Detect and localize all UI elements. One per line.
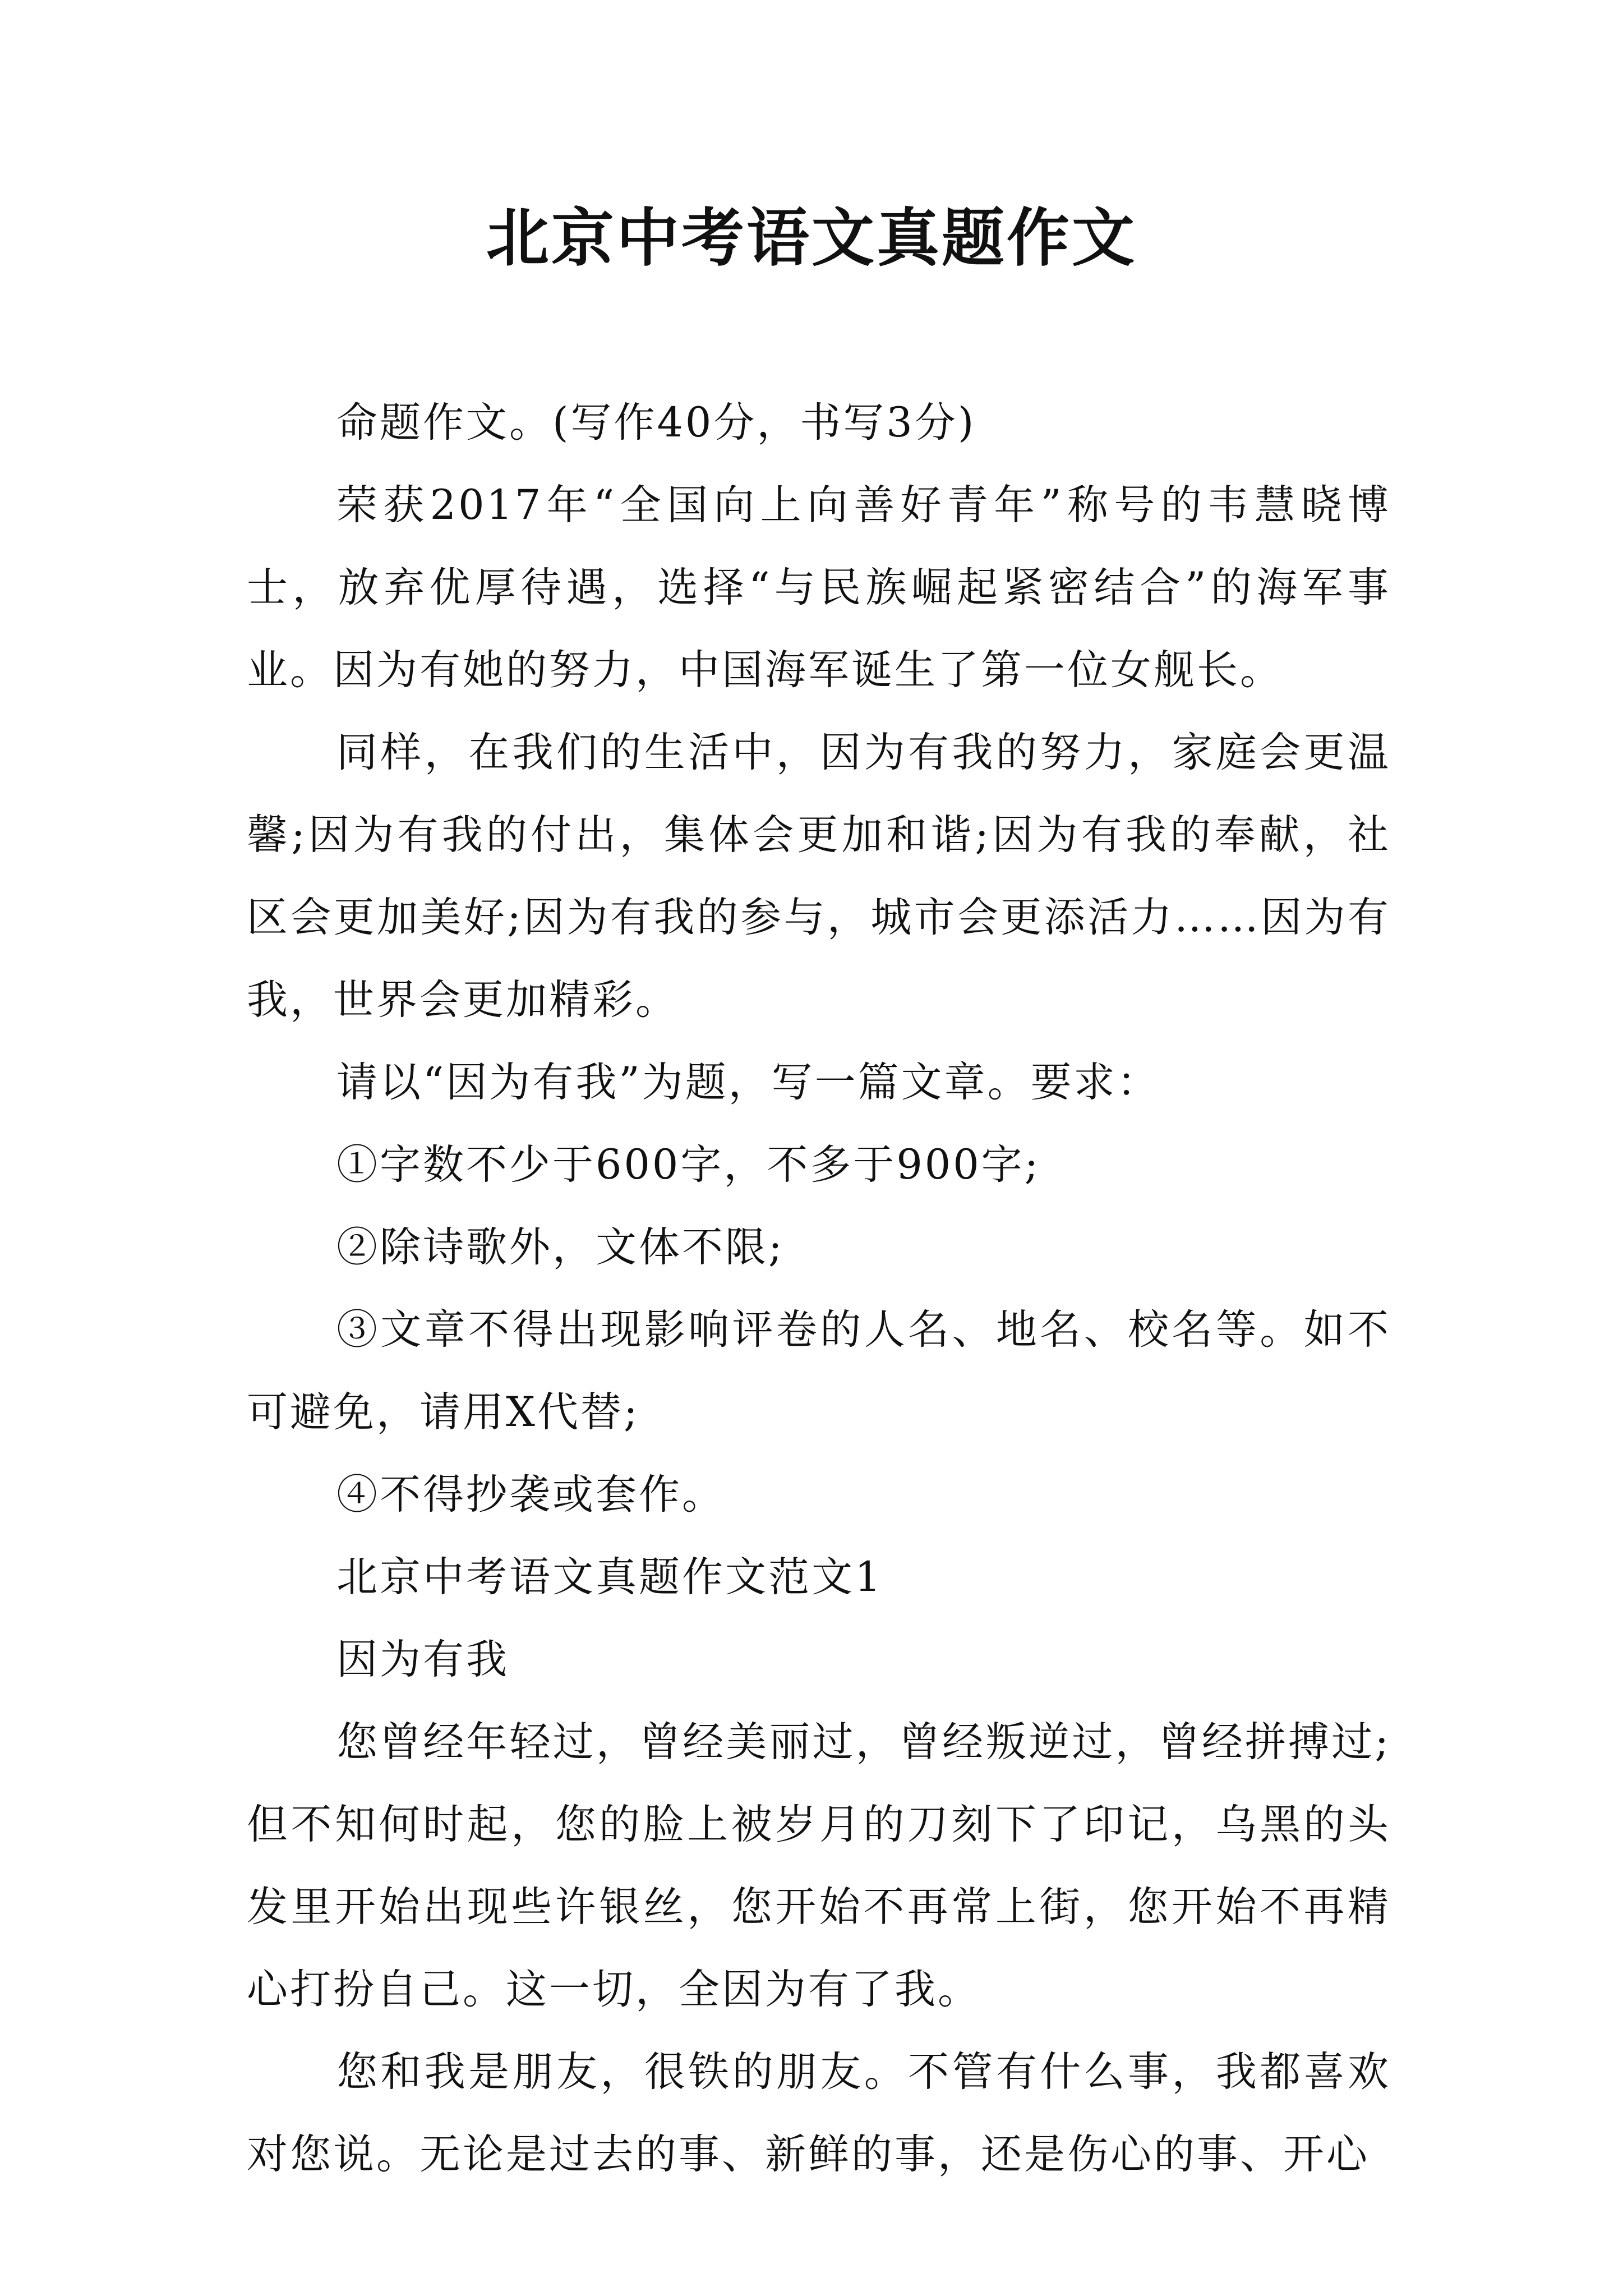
document-title: 北京中考语文真题作文: [486, 202, 1137, 275]
sample-paragraph-2: 您和我是朋友，很铁的朋友。不管有什么事，我都喜欢对您说。无论是过去的事、新鲜的事，还是伤心的事、开心: [247, 2048, 1391, 2178]
document-body: [247, 381, 1391, 2196]
requirement-item-1: ①字数不少于600字，不多于900字;: [336, 1141, 1041, 1189]
paragraph-background: 荣获2017年“全国向上向善好青年”称号的韦慧晓博士，放弃优厚待遇，选择“与民族崛起紧密结合”的海军事业。因为有她的努力，中国海军诞生了第一位女舰长。: [247, 481, 1391, 694]
requirement-item-4: ④不得抄袭或套作。: [336, 1471, 725, 1519]
sample-paragraph-1: 您曾经年轻过，曾经美丽过，曾经叛逆过，曾经拼搏过;但不知何时起，您的脸上被岁月的刀刻下了印记，乌黑的头发里开始出现些许银丝，您开始不再常上街，您开始不再精心打扮自己。这一切，全因为有了我。: [247, 1718, 1391, 2013]
sample-heading: 北京中考语文真题作文范文1: [336, 1553, 883, 1601]
paragraph-prompt-intro: 命题作文。(写作40分，书写3分): [336, 399, 976, 447]
requirement-item-3: ③文章不得出现影响评卷的人名、地名、校名等。如不可避免，请用X代替;: [247, 1306, 1391, 1436]
requirement-item-2: ②除诗歌外，文体不限;: [336, 1223, 785, 1271]
paragraph-instruction: 请以“因为有我”为题，写一篇文章。要求：: [336, 1059, 1160, 1106]
sample-title: 因为有我: [336, 1636, 509, 1683]
paragraph-context: 同样，在我们的生活中，因为有我的努力，家庭会更温馨;因为有我的付出，集体会更加和谐;因为有我的奉献，社区会更加美好;因为有我的参与，城市会更添活力……因为有我，世界会更加精彩。: [247, 729, 1391, 1024]
